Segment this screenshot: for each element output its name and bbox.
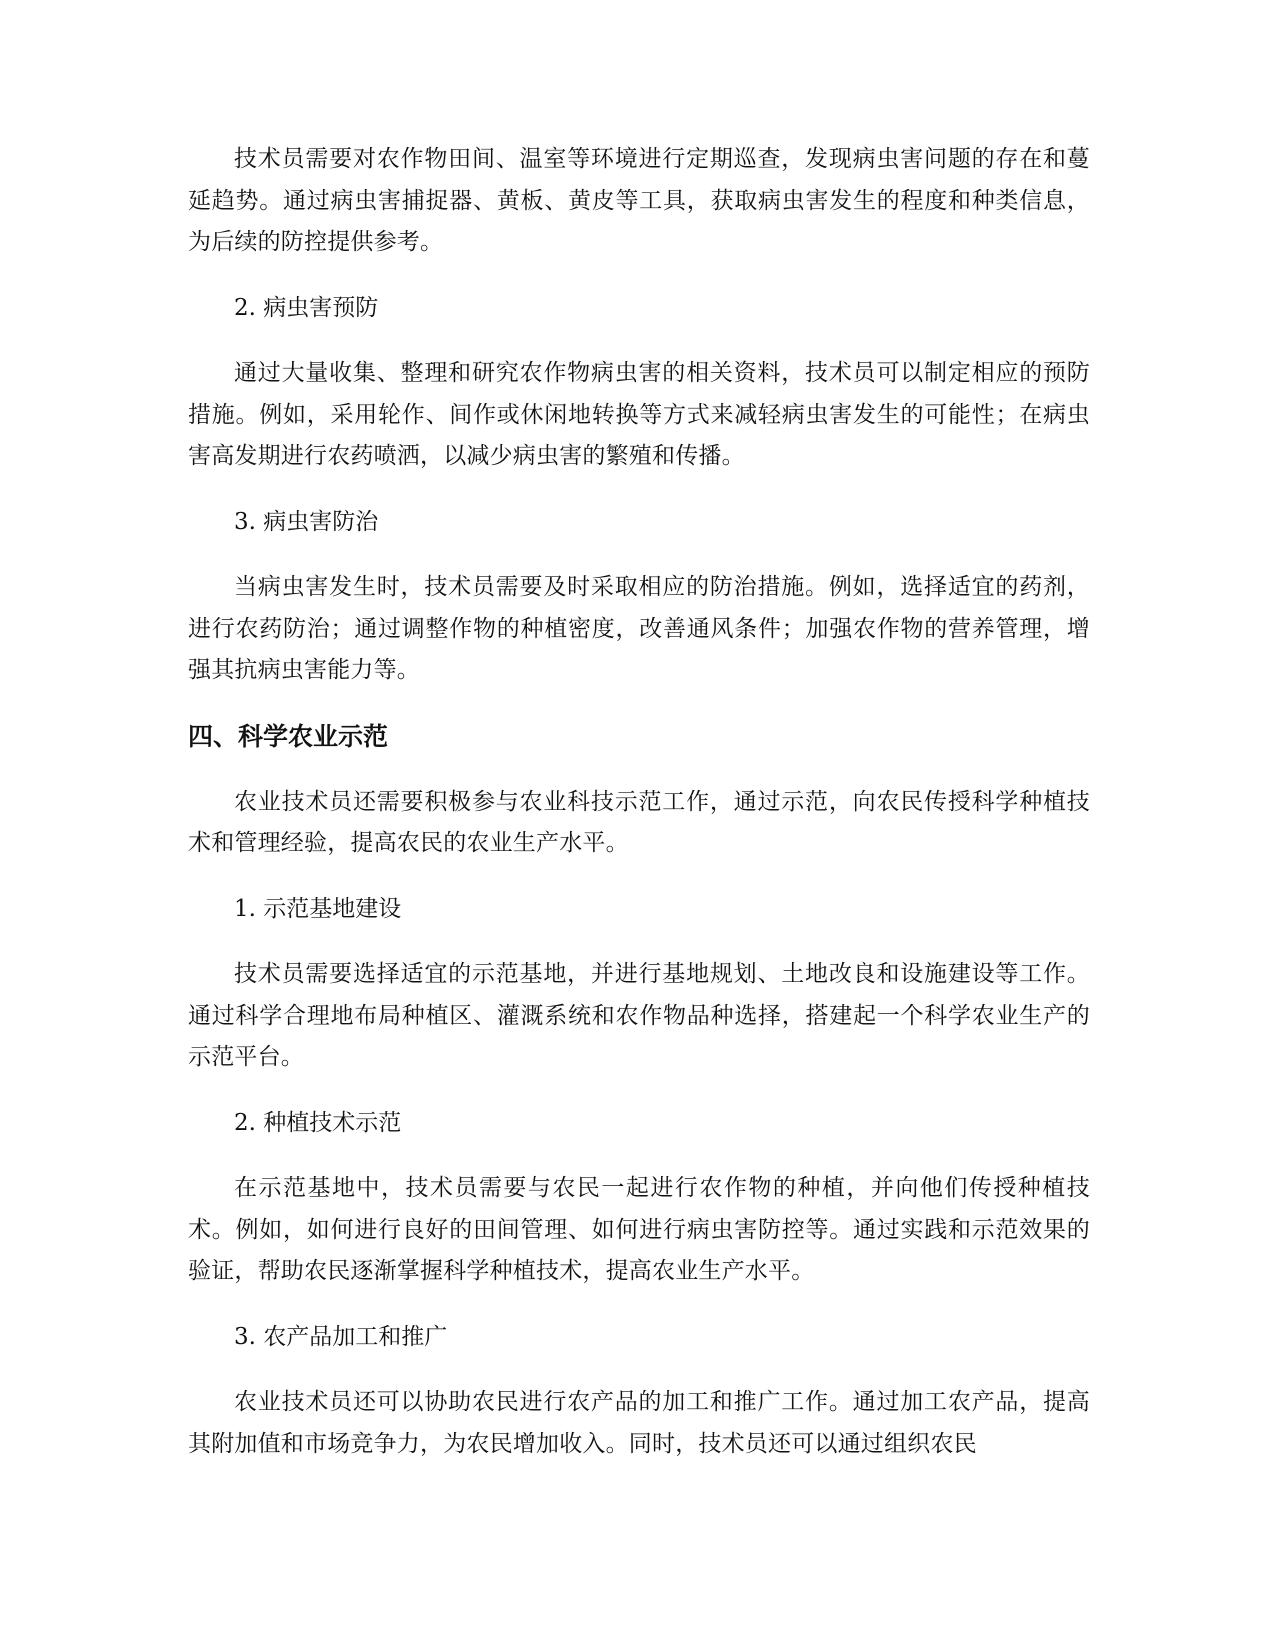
list-item-pest-prevention: 2. 病虫害预防 [234, 294, 379, 321]
paragraph-processing: 农业技术员还可以协助农民进行农产品的加工和推广工作。通过加工农产品，提高其附加值和市场竞争力，为农民增加收入。同时，技术员还可以通过组织农民 [188, 1389, 1090, 1457]
paragraph-demo-base: 技术员需要选择适宜的示范基地，并进行基地规划、土地改良和设施建设等工作。通过科学合理地布局种植区、灌溉系统和农作物品种选择，搭建起一个科学农业生产的示范平台。 [188, 961, 1090, 1070]
document-body [188, 139, 1090, 1465]
list-item-planting-demo: 2. 种植技术示范 [234, 1109, 402, 1136]
paragraph-demonstration-intro: 农业技术员还需要积极参与农业科技示范工作，通过示范，向农民传授科学种植技术和管理经验，提高农民的农业生产水平。 [188, 788, 1090, 856]
list-item-demo-base: 1. 示范基地建设 [234, 895, 402, 922]
paragraph-planting-demo: 在示范基地中，技术员需要与农民一起进行农作物的种植，并向他们传授种植技术。例如，如何进行良好的田间管理、如何进行病虫害防控等。通过实践和示范效果的验证，帮助农民逐渐掌握科学种植技术，提高农业生产水平。 [188, 1175, 1090, 1284]
list-item-processing: 3. 农产品加工和推广 [234, 1323, 448, 1350]
list-item-pest-control: 3. 病虫害防治 [234, 508, 379, 535]
paragraph-monitoring: 技术员需要对农作物田间、温室等环境进行定期巡查，发现病虫害问题的存在和蔓延趋势。通过病虫害捕捉器、黄板、黄皮等工具，获取病虫害发生的程度和种类信息，为后续的防控提供参考。 [188, 146, 1090, 255]
paragraph-control: 当病虫害发生时，技术员需要及时采取相应的防治措施。例如，选择适宜的药剂，进行农药防治；通过调整作物的种植密度，改善通风条件；加强农作物的营养管理，增强其抗病虫害能力等。 [188, 574, 1090, 683]
paragraph-prevention: 通过大量收集、整理和研究农作物病虫害的相关资料，技术员可以制定相应的预防措施。例如，采用轮作、间作或休闲地转换等方式来减轻病虫害发生的可能性；在病虫害高发期进行农药喷洒，以减少病虫害的繁殖和传播。 [188, 360, 1090, 469]
section-heading-demonstration: 四、科学农业示范 [188, 721, 389, 751]
